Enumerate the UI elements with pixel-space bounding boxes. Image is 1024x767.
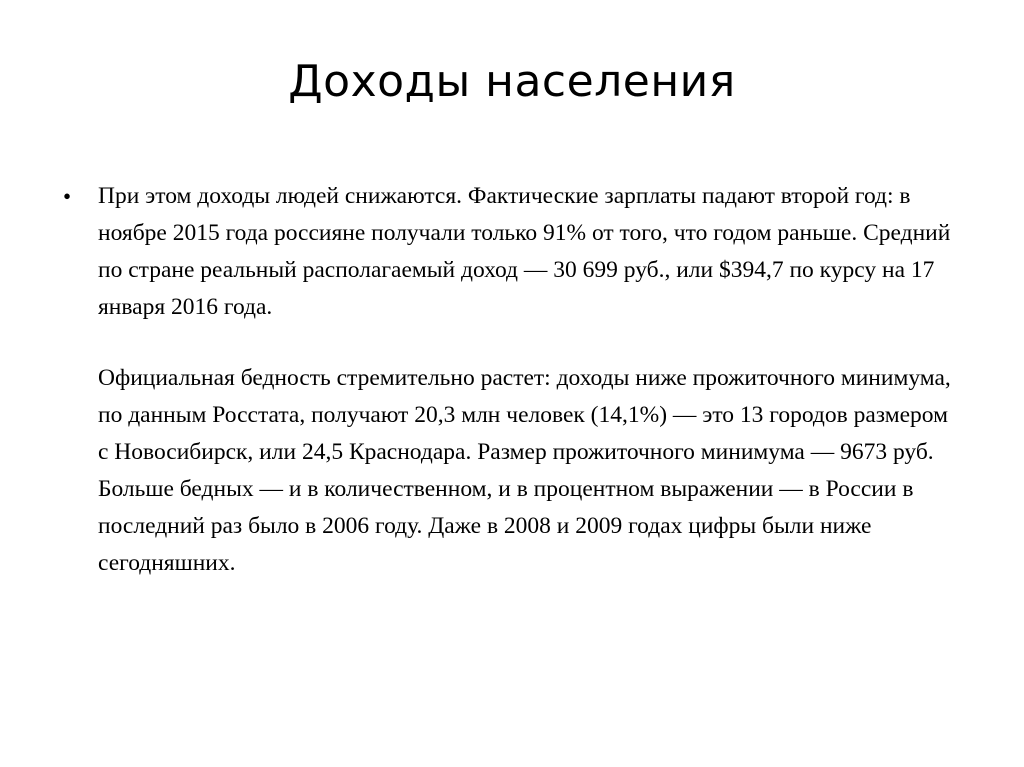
bullet-icon: • — [63, 184, 72, 209]
paragraph-official-poverty: Официальная бедность стремительно растет: доходы ниже прожиточного минимума, по данным Росстата, получают 20,3 млн человек (14,1%) — это 13 городов размером с Новосибирск, или 24,5 Краснодара. Размер прожиточного минимума — 9673 руб. Больше бедных — и в количественном, и в процентном выражении — в России в последний раз было в 2006 году. Даже в 2008 и 2009 годах цифры были ниже сегодняшних. — [98, 365, 951, 576]
page-title: Доходы населения — [288, 56, 736, 107]
paragraph-spacer — [55, 326, 955, 360]
slide-body — [55, 178, 955, 582]
list-item — [55, 178, 955, 326]
paragraph-income-decline: При этом доходы людей снижаются. Фактические зарплаты падают второй год: в ноябре 2015 года россияне получали только 91% от того, что годом раньше. Средний по стране реальный располагаемый доход — 30 699 руб., или $394,7 по курсу на 17 января 2016 года. — [98, 183, 951, 320]
